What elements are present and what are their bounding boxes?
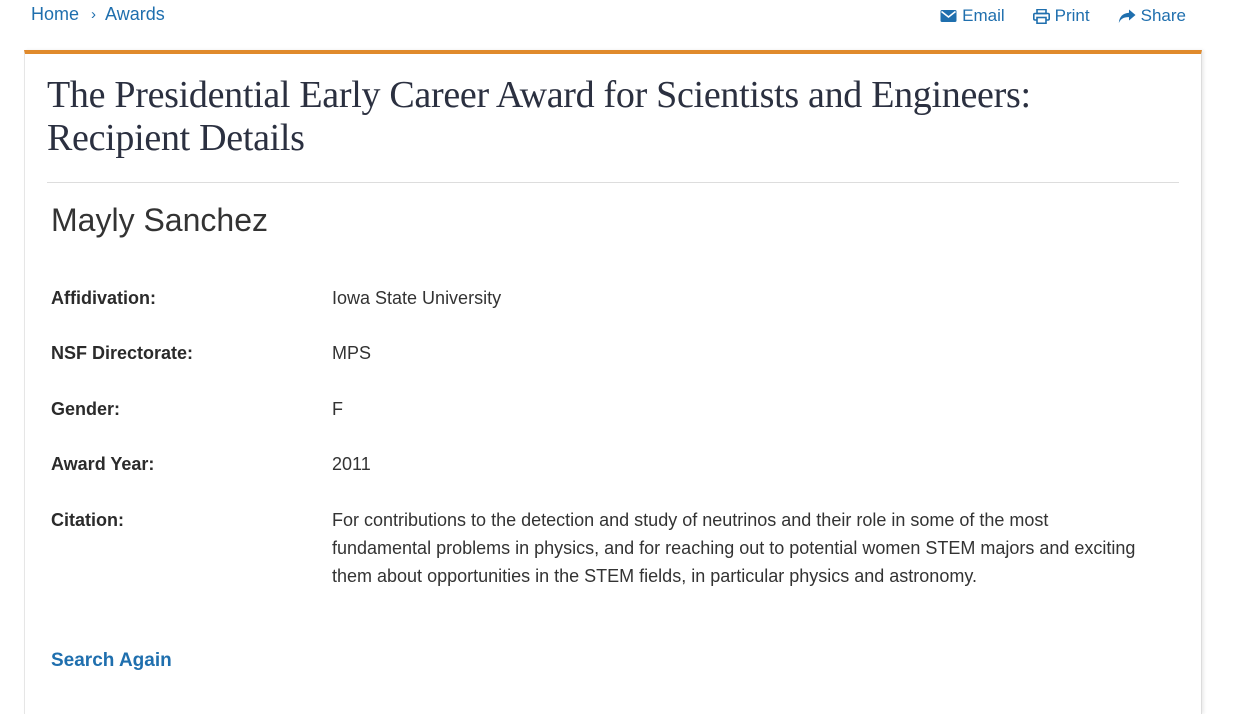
- email-button[interactable]: [940, 6, 1005, 26]
- print-button[interactable]: [1033, 6, 1090, 26]
- detail-value: 2011: [332, 454, 371, 474]
- title-divider: [47, 182, 1179, 183]
- search-again-link[interactable]: Search Again: [51, 650, 172, 671]
- print-label: Print: [1054, 6, 1090, 25]
- detail-value: F: [332, 399, 343, 419]
- recipient-panel: [24, 50, 1202, 714]
- detail-label: Citation:: [51, 510, 124, 530]
- breadcrumb-home-link[interactable]: Home: [31, 4, 80, 24]
- page-title: The Presidential Early Career Award for Scientists and Engineers: Recipient Details: [47, 74, 1031, 159]
- share-label: Share: [1140, 6, 1186, 25]
- detail-label: Affidivation:: [51, 288, 156, 308]
- breadcrumb: [31, 4, 165, 25]
- breadcrumb-awards-link[interactable]: Awards: [105, 4, 165, 24]
- envelope-icon: [940, 9, 957, 23]
- breadcrumb-separator: ›: [91, 6, 97, 23]
- share-arrow-icon: [1118, 9, 1136, 24]
- detail-value: For contributions to the detection and study of neutrinos and their role in some of the most fundamental problems in physics, and for reaching out to potential women STEM majors and exciting them about opportunities in the STEM fields, in particular physics and astronomy.: [332, 510, 1136, 586]
- page-actions: [940, 6, 1186, 26]
- top-bar: [0, 0, 1239, 40]
- detail-value: Iowa State University: [332, 288, 502, 308]
- detail-label: Award Year:: [51, 454, 155, 474]
- detail-label: Gender:: [51, 399, 121, 419]
- email-label: Email: [962, 6, 1005, 25]
- detail-value: MPS: [332, 343, 372, 363]
- share-button[interactable]: [1118, 6, 1186, 26]
- recipient-name: Mayly Sanchez: [51, 202, 268, 238]
- printer-icon: [1033, 9, 1050, 24]
- detail-label: NSF Directorate:: [51, 343, 194, 363]
